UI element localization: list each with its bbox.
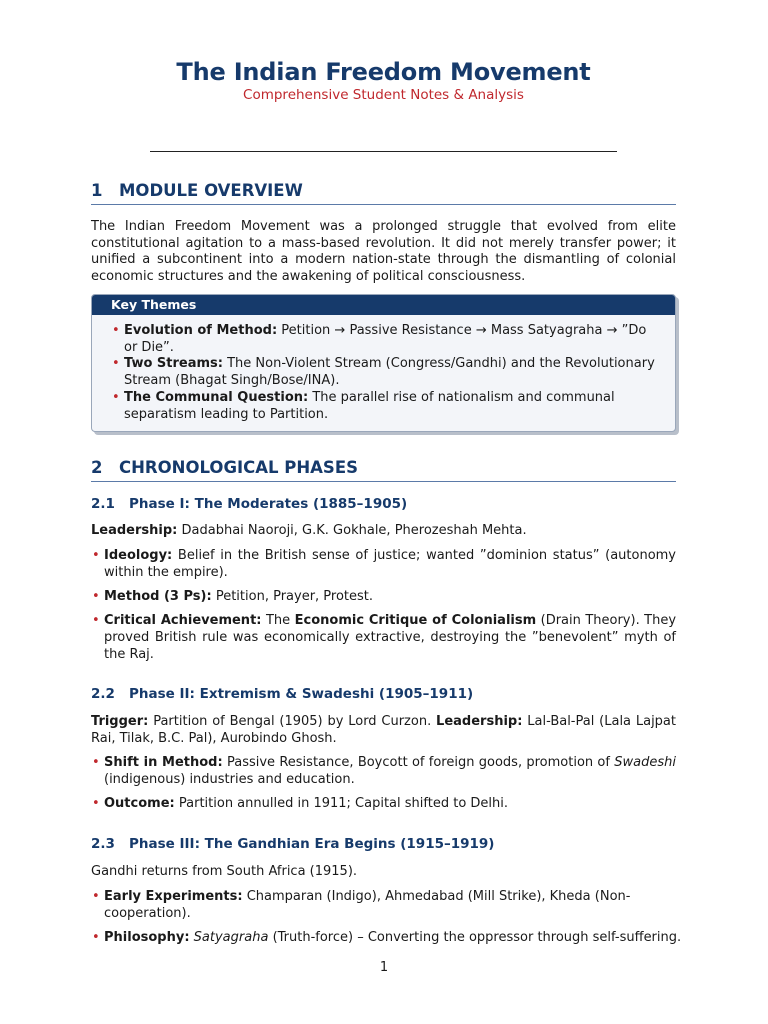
item-text: Petition, Prayer, Protest. [215,588,374,604]
key-themes-box [91,294,676,432]
subsection-title: Phase II: Extremism & Swadeshi (1905–1911) [129,686,474,702]
item-text: Partition annulled in 1911; Capital shifted to Delhi. [178,795,509,811]
leadership-text: Dadabhai Naoroji, G.K. Gokhale, Pherozeshah Mehta. [181,523,527,538]
item-text: The Non-Violent Stream (Congress/Gandhi) and the Revolutionary Stream (Bhagat Singh/Bose/INA). [124,356,655,389]
title-divider [150,151,617,152]
document-title: The Indian Freedom Movement [176,58,591,86]
subsection-number: 2.1 [91,496,115,512]
extremism-list [91,755,676,820]
list-item [91,796,676,813]
item-pre: The [265,613,291,629]
item-label: Two Streams: [124,356,223,372]
leadership-label: Leadership: [91,523,178,538]
extremism-trigger-leadership [91,714,676,747]
section-heading-module-overview [91,181,676,205]
item-bold: Economic Critique of Colonialism [294,613,537,629]
item-label: Evolution of Method: [124,323,278,338]
list-item [91,755,676,788]
overview-paragraph: The Indian Freedom Movement was a prolonged struggle that evolved from elite constitutional agitation to a mass-based revolution. It did not merely transfer power; it unified a subcontinent into a modern nation-state through the dismantling of colonial economic structures and the awakening of political consciousness. [91,219,676,285]
list-item [91,930,706,947]
item-text: Petition → Passive Resistance → Mass Satyagraha → ”Do or Die”. [124,323,647,355]
trigger-label: Trigger: [91,714,149,729]
item-label: Early Experiments: [104,889,243,904]
trigger-text: Partition of Bengal (1905) by Lord Curzon. [153,714,432,729]
list-item [91,613,676,663]
subsection-heading-extremism [91,686,676,702]
subsection-heading-moderates [91,496,676,512]
list-item [124,390,657,423]
section-heading-chronological-phases [91,458,676,482]
item-italic: Satyagraha [193,929,269,945]
leadership-label: Leadership: [436,714,523,729]
item-label: Philosophy: [104,929,190,945]
subsection-heading-gandhian-era [91,836,676,852]
list-item [91,589,676,606]
item-label: Shift in Method: [104,755,223,770]
page-number: 1 [379,960,389,975]
item-label: Outcome: [104,795,175,811]
item-text: The parallel rise of nationalism and communal separatism leading to Partition. [124,389,615,422]
item-text: (Drain Theory). They proved British rule was economically extractive, destroying the ”benevolent” myth of the Raj. [104,613,677,662]
gandhian-list [91,889,706,954]
item-italic: Swadeshi [614,755,676,770]
item-label: Ideology: [104,548,173,563]
section-number: 1 [91,181,103,200]
list-item [91,548,676,581]
subsection-title: Phase I: The Moderates (1885–1905) [129,496,408,512]
item-text: (Truth-force) – Converting the oppressor through self-suffering. [272,929,682,945]
item-text: Champaran (Indigo), Ahmedabad (Mill Strike), Kheda (Non-cooperation). [104,889,631,921]
subsection-number: 2.2 [91,686,115,702]
section-title: MODULE OVERVIEW [119,181,303,200]
list-item [91,889,706,922]
item-label: The Communal Question: [124,389,309,405]
key-themes-list [92,315,675,423]
gandhian-intro: Gandhi returns from South Africa (1915). [91,864,358,879]
leadership-text: Lal-Bal-Pal (Lala Lajpat Rai, Tilak, B.C. Pal), Aurobindo Ghosh. [91,714,676,746]
list-item [124,323,657,356]
moderates-list [91,548,676,671]
subsection-number: 2.3 [91,836,115,852]
section-title: CHRONOLOGICAL PHASES [119,458,358,477]
item-after: (indigenous) industries and education. [104,771,355,787]
item-text: Belief in the British sense of justice; wanted ”dominion status” (autonomy within the empire). [104,548,677,580]
document-subtitle: Comprehensive Student Notes & Analysis [243,87,524,103]
item-text: Passive Resistance, Boycott of foreign goods, promotion of [226,755,610,770]
key-themes-title: Key Themes [92,295,675,315]
item-label: Critical Achievement: [104,613,262,629]
subsection-title: Phase III: The Gandhian Era Begins (1915–1919) [129,836,495,852]
section-number: 2 [91,458,103,477]
item-label: Method (3 Ps): [104,588,212,604]
list-item [124,356,657,389]
moderates-leadership [91,523,676,540]
